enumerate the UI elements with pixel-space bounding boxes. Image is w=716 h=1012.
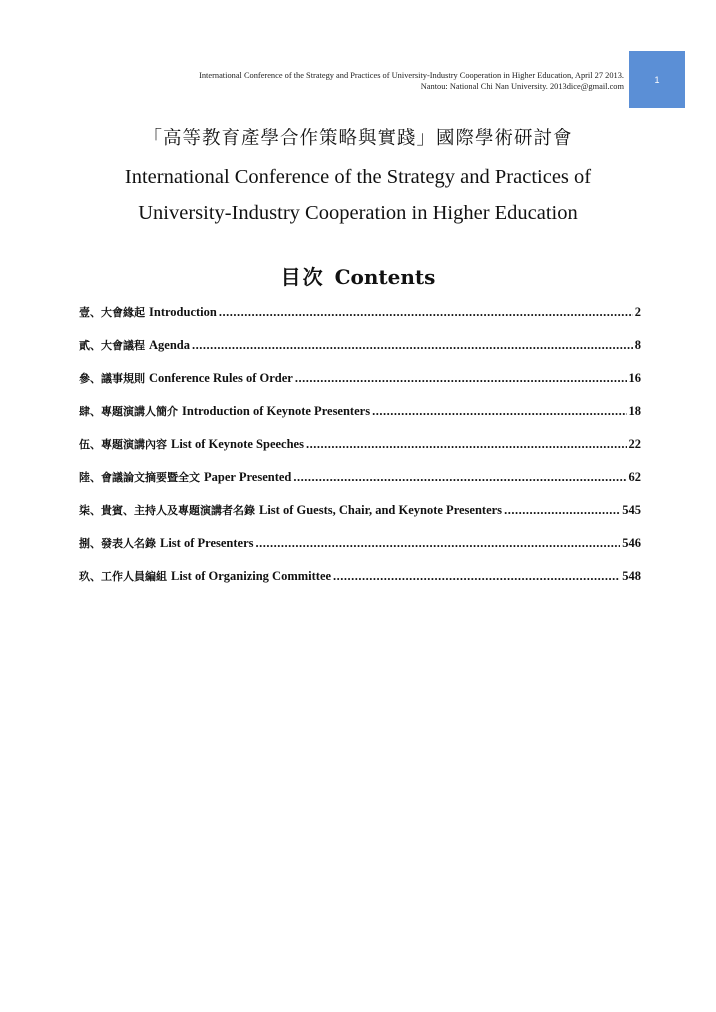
running-header — [104, 70, 624, 92]
toc-page-number: 62 — [628, 470, 641, 484]
dot-leader — [306, 437, 627, 452]
toc-page-number: 22 — [628, 437, 641, 451]
contents-heading — [0, 261, 716, 290]
contents-heading-zh: 目次 — [280, 265, 325, 289]
toc-page-number: 546 — [622, 536, 641, 550]
dot-leader — [192, 338, 633, 353]
title-english-line-1: International Conference of the Strategy and Practices of — [124, 166, 592, 188]
toc-entry-keynote-speeches[interactable] — [79, 436, 641, 469]
toc-entry-en: Introduction — [149, 305, 217, 319]
toc-entry-zh: 伍、專題演講內容 — [79, 438, 167, 451]
toc-entry-agenda[interactable] — [79, 337, 641, 370]
toc-entry-introduction[interactable] — [79, 304, 641, 337]
page-number-tab — [629, 51, 685, 108]
toc-entry-zh: 玖、工作人員編組 — [79, 570, 167, 583]
title-english-line-2: University-Industry Cooperation in Higher Education — [138, 202, 578, 224]
toc-entry-zh: 壹、大會緣起 — [79, 306, 145, 319]
toc-page-number: 548 — [622, 569, 641, 583]
toc-entry-en: Paper Presented — [204, 470, 292, 484]
toc-entry-zh: 柒、貴賓、主持人及專題演講者名錄 — [79, 504, 255, 517]
title-chinese: 「高等教育產學合作策略與實踐」國際學術研討會 — [143, 128, 573, 149]
dot-leader — [333, 569, 620, 584]
toc-entry-keynote-presenters[interactable] — [79, 403, 641, 436]
page-number: 1 — [654, 75, 660, 85]
table-of-contents — [79, 304, 641, 601]
toc-entry-presenters[interactable] — [79, 535, 641, 568]
toc-entry-papers-presented[interactable] — [79, 469, 641, 502]
contents-heading-en: Contents — [334, 265, 436, 289]
toc-page-number: 16 — [628, 371, 641, 385]
toc-entry-en: Introduction of Keynote Presenters — [182, 404, 371, 418]
toc-entry-en: List of Keynote Speeches — [171, 437, 304, 451]
dot-leader — [219, 305, 633, 320]
toc-page-number: 8 — [634, 338, 641, 352]
toc-entry-zh: 肆、專題演講人簡介 — [79, 405, 178, 418]
toc-page-number: 2 — [634, 305, 641, 319]
toc-entry-zh: 陸、會議論文摘要暨全文 — [79, 471, 200, 484]
toc-entry-zh: 參、議事規則 — [79, 372, 145, 385]
toc-entry-rules-of-order[interactable] — [79, 370, 641, 403]
toc-entry-en: List of Organizing Committee — [171, 569, 332, 583]
toc-entry-guests-chairs[interactable] — [79, 502, 641, 535]
toc-page-number: 545 — [622, 503, 641, 517]
toc-entry-en: List of Guests, Chair, and Keynote Presenters — [259, 503, 503, 517]
dot-leader — [295, 371, 627, 386]
dot-leader — [504, 503, 620, 518]
toc-page-number: 18 — [628, 404, 641, 418]
dot-leader — [372, 404, 626, 419]
toc-entry-zh: 貳、大會議程 — [79, 339, 145, 352]
toc-entry-en: Agenda — [149, 338, 190, 352]
toc-entry-en: List of Presenters — [160, 536, 254, 550]
header-line-2: Nantou: National Chi Nan University. 2013dice@gmail.com — [420, 82, 624, 91]
header-line-1: International Conference of the Strategy and Practices of University-Industry Cooperation in Higher Education, April 27 2013. — [199, 71, 624, 80]
toc-entry-organizing-committee[interactable] — [79, 568, 641, 601]
toc-entry-zh: 捌、發表人名錄 — [79, 537, 156, 550]
dot-leader — [293, 470, 626, 485]
dot-leader — [256, 536, 621, 551]
toc-entry-en: Conference Rules of Order — [149, 371, 293, 385]
